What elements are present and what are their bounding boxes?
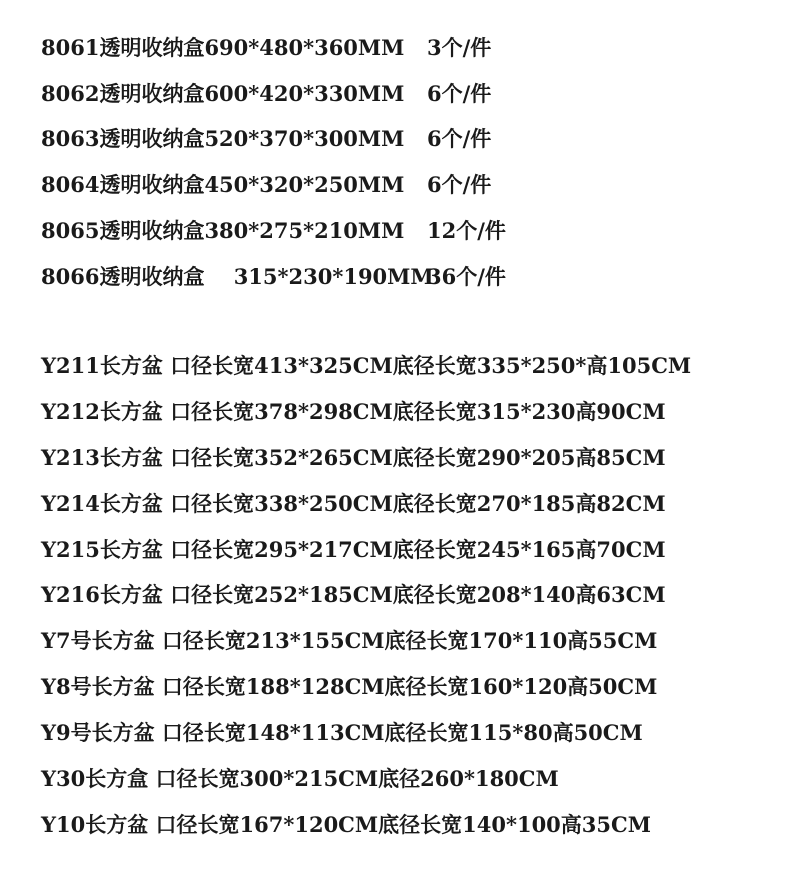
basin-list (41, 342, 691, 847)
item-quantity: 6个/件 (427, 172, 492, 198)
list-item (41, 161, 506, 207)
item-spec: 8063透明收纳盒520*370*300MM (41, 126, 405, 152)
item-spec: 8064透明收纳盒450*320*250MM (41, 172, 405, 198)
list-item: Y211长方盆 口径长宽413*325CM底径长宽335*250*高105CM (41, 352, 692, 378)
list-item: Y213长方盆 口径长宽352*265CM底径长宽290*205高85CM (41, 444, 666, 470)
item-spec: 8065透明收纳盒380*275*210MM (41, 218, 405, 244)
list-item: Y216长方盆 口径长宽252*185CM底径长宽208*140高63CM (41, 582, 666, 608)
list-item: Y214长方盆 口径长宽338*250CM底径长宽270*185高82CM (41, 490, 666, 516)
item-quantity: 12个/件 (427, 218, 506, 244)
list-item: Y215长方盆 口径长宽295*217CM底径长宽245*165高70CM (41, 536, 666, 562)
item-spec: 8066透明收纳盒 315*230*190MM (41, 263, 434, 289)
item-quantity: 3个/件 (427, 34, 492, 60)
item-quantity: 36个/件 (427, 263, 506, 289)
list-item: Y8号长方盆 口径长宽188*128CM底径长宽160*120高50CM (41, 674, 658, 700)
list-item: Y9号长方盆 口径长宽148*113CM底径长宽115*80高50CM (41, 720, 643, 746)
list-item (41, 116, 506, 162)
item-spec: 8061透明收纳盒690*480*360MM (41, 34, 405, 60)
list-item: Y212长方盆 口径长宽378*298CM底径长宽315*230高90CM (41, 398, 666, 424)
item-quantity: 6个/件 (427, 80, 492, 106)
list-item (41, 253, 506, 299)
storage-box-list (41, 24, 506, 299)
list-item: Y30长方盒 口径长宽300*215CM底径260*180CM (41, 765, 559, 791)
item-spec: 8062透明收纳盒600*420*330MM (41, 80, 405, 106)
list-item (41, 24, 506, 70)
list-item: Y10长方盆 口径长宽167*120CM底径长宽140*100高35CM (41, 811, 651, 837)
item-quantity: 6个/件 (427, 126, 492, 152)
list-item: Y7号长方盆 口径长宽213*155CM底径长宽170*110高55CM (41, 628, 658, 654)
list-item (41, 70, 506, 116)
list-item (41, 207, 506, 253)
